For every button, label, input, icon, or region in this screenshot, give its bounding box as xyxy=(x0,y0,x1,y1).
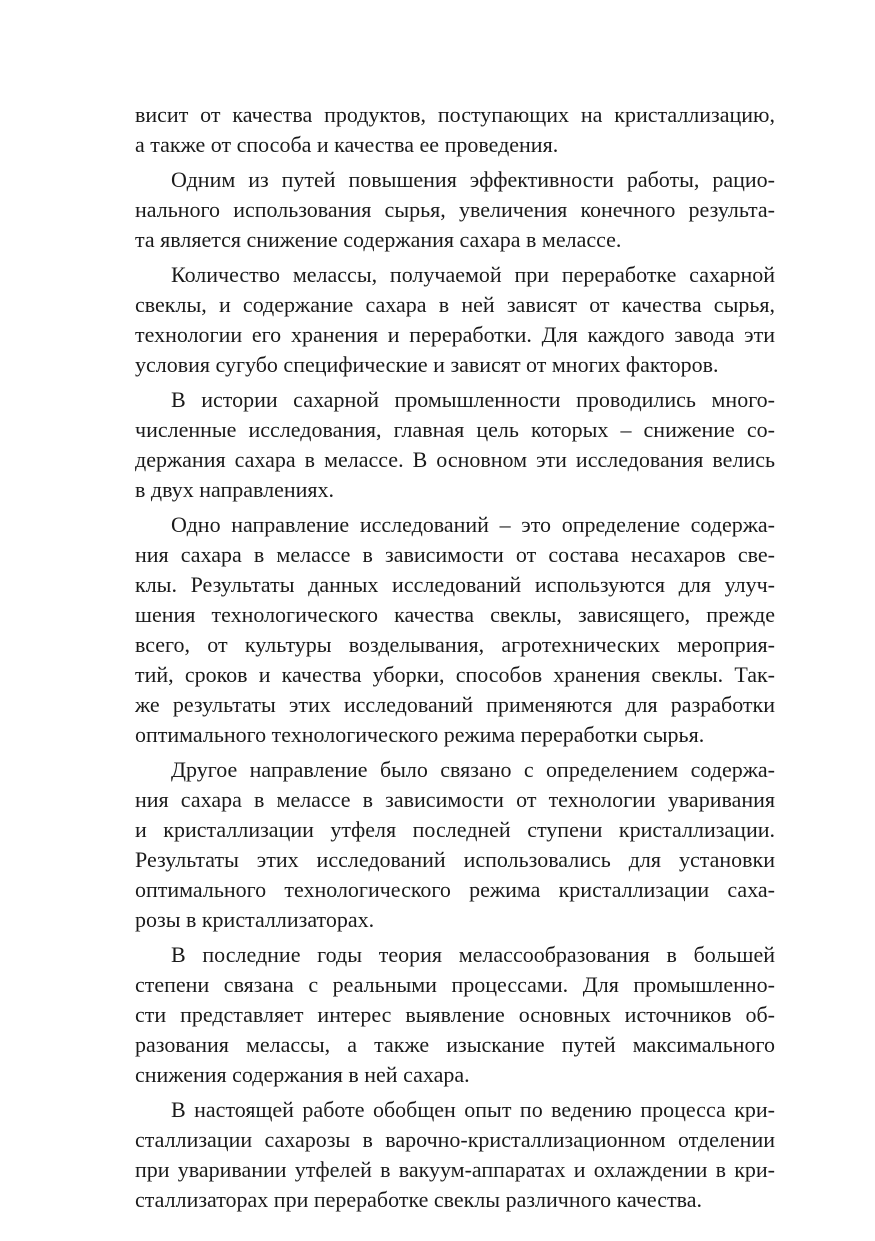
text-line: оптимального технологического режима кристаллизации саха- xyxy=(135,877,775,902)
text-line: при уваривании утфелей в вакуум-аппаратах и охлаждении в кри- xyxy=(135,1157,775,1182)
text-line: численные исследования, главная цель которых – снижение со- xyxy=(135,417,775,442)
text-line: степени связана с реальными процессами. Для промышленно- xyxy=(135,972,775,997)
text-line: же результаты этих исследований применяются для разработки xyxy=(135,692,775,717)
text-line: ния сахара в мелассе в зависимости от состава несахаров све- xyxy=(135,542,775,567)
text-line: висит от качества продуктов, поступающих на кристаллизацию, xyxy=(135,102,775,127)
text-line: Другое направление было связано с определением содержа- xyxy=(171,757,775,782)
text-line: свеклы, и содержание сахара в ней зависят от качества сырья, xyxy=(135,292,775,317)
text-line: в двух направлениях. xyxy=(135,477,335,502)
document-page xyxy=(135,100,775,1220)
text-line: Одним из путей повышения эффективности работы, рацио- xyxy=(171,167,775,192)
text-line: та является снижение содержания сахара в мелассе. xyxy=(135,227,622,252)
text-line: технологии его хранения и переработки. Для каждого завода эти xyxy=(135,322,775,347)
text-line: Количество мелассы, получаемой при переработке сахарной xyxy=(171,262,775,287)
paragraph xyxy=(135,755,775,935)
paragraph xyxy=(135,510,775,750)
text-line: ния сахара в мелассе в зависимости от технологии уваривания xyxy=(135,787,775,812)
text-line: держания сахара в мелассе. В основном эти исследования велись xyxy=(135,447,775,472)
text-line: сти представляет интерес выявление основных источников об- xyxy=(135,1002,775,1027)
text-line: В последние годы теория мелассообразования в большей xyxy=(171,942,775,967)
text-line: клы. Результаты данных исследований используются для улуч- xyxy=(135,572,775,597)
text-line: В истории сахарной промышленности проводились много- xyxy=(171,387,775,412)
text-line: разования мелассы, а также изыскание путей максимального xyxy=(135,1032,775,1057)
text-line: нального использования сырья, увеличения конечного результа- xyxy=(135,197,775,222)
paragraph xyxy=(135,1095,775,1215)
paragraph xyxy=(135,260,775,380)
paragraph xyxy=(135,100,775,160)
text-line: розы в кристаллизаторах. xyxy=(135,907,375,932)
paragraph xyxy=(135,165,775,255)
text-line: условия сугубо специфические и зависят от многих факторов. xyxy=(135,352,719,377)
text-line: а также от способа и качества ее проведения. xyxy=(135,132,559,157)
text-line: Одно направление исследований – это определение содержа- xyxy=(171,512,775,537)
text-line: всего, от культуры возделывания, агротехнических мероприя- xyxy=(135,632,775,657)
text-line: оптимального технологического режима переработки сырья. xyxy=(135,722,705,747)
text-line: сталлизаторах при переработке свеклы различного качества. xyxy=(135,1187,702,1212)
text-line: шения технологического качества свеклы, зависящего, прежде xyxy=(135,602,775,627)
paragraph xyxy=(135,940,775,1090)
text-line: сталлизации сахарозы в варочно-кристаллизационном отделении xyxy=(135,1127,775,1152)
text-line: и кристаллизации утфеля последней ступени кристаллизации. xyxy=(135,817,775,842)
text-line: снижения содержания в ней сахара. xyxy=(135,1062,470,1087)
text-line: В настоящей работе обобщен опыт по ведению процесса кри- xyxy=(171,1097,775,1122)
text-line: Результаты этих исследований использовались для установки xyxy=(135,847,775,872)
text-line: тий, сроков и качества уборки, способов хранения свеклы. Так- xyxy=(135,662,775,687)
paragraph xyxy=(135,385,775,505)
